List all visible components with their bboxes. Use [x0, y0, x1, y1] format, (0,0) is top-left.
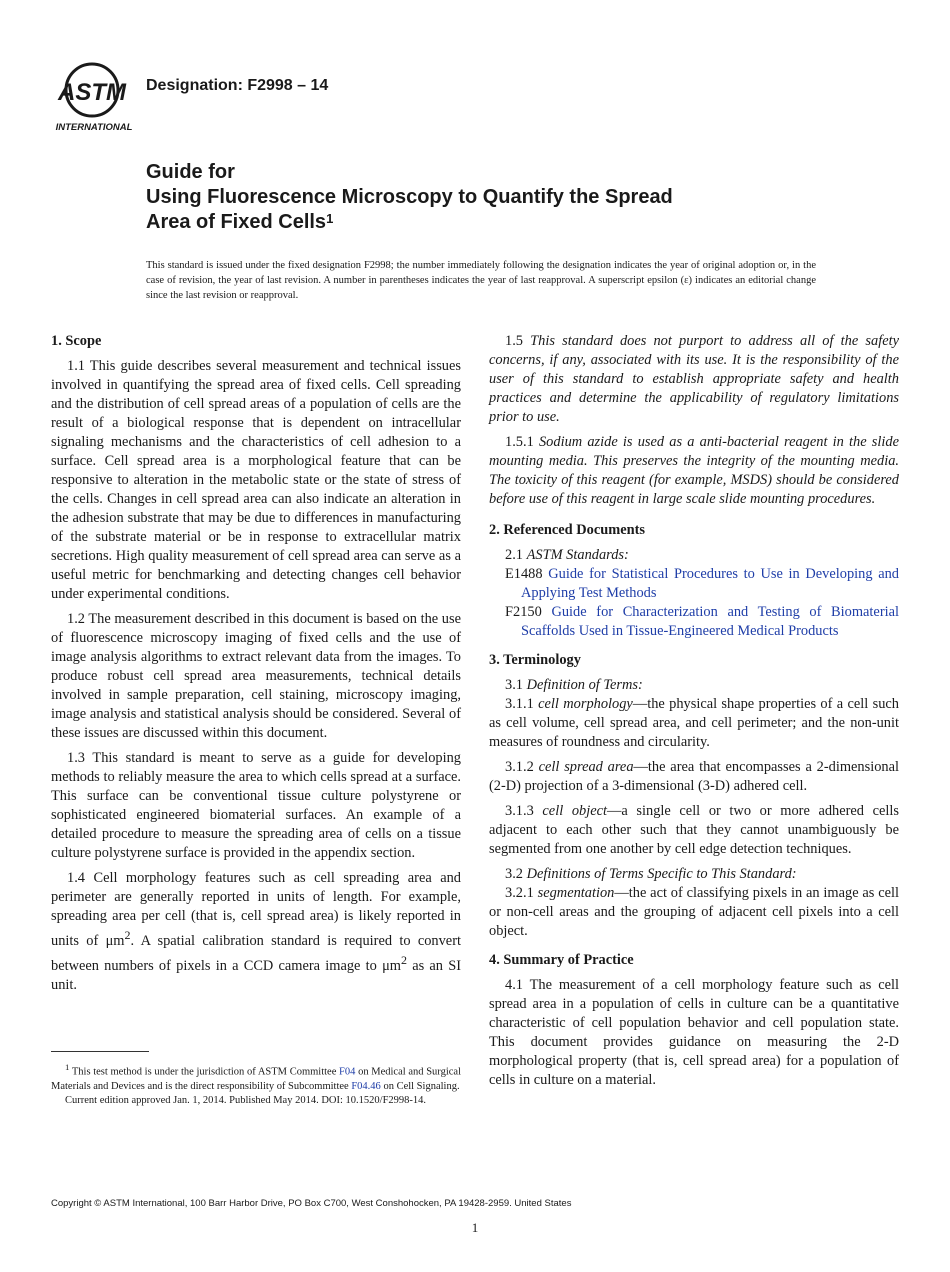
footnote-divider — [51, 1051, 149, 1052]
document-title — [146, 160, 866, 235]
designation: Designation: F2998 – 14 — [146, 77, 329, 94]
paragraph-3-1-3: 3.1.3 cell object—a single cell or two or more adhered cells adjacent to each other such that they cannot unambiguously be segmented from one another by cell edge detection techniques. — [489, 803, 900, 857]
paragraph-4-1: 4.1 The measurement of a cell morphology feature such as cell spread area in a population of cells in culture can be a quantitative characteristic of cell population behavior and cell population state. This document provides guidance on measuring the 2-D morphological property (that is, cell spread area) for a population of cells in culture on a material. — [489, 977, 899, 1088]
footnotes — [51, 1060, 461, 1108]
subcommittee-link-f0446[interactable]: F04.46 — [351, 1080, 381, 1092]
reference-link-e1488[interactable]: Guide for Statistical Procedures to Use in Developing and Applying Test Methods — [521, 566, 899, 601]
paragraph-1-2: 1.2 The measurement described in this document is based on the use of fluorescence microscopy imaging of fixed cells and the use of image analysis algorithms to extract relevant data from the images. To produce robust cell spread area measurements, technical details involved in sample preparation, cell staining, microscopy imaging, image analysis and statistical analysis should be considered. Several of these issues are discussed within this document. — [51, 611, 461, 741]
section-heading-summary-of-practice: 4. Summary of Practice — [489, 952, 634, 968]
footnote-edition: Current edition approved Jan. 1, 2014. Published May 2014. DOI: 10.1520/F2998-14. — [65, 1094, 427, 1106]
reference-f2150[interactable]: F2150 Guide for Characterization and Testing of Biomaterial Scaffolds Used in Tissue-Engineered Medical Products — [505, 604, 899, 639]
svg-text:INTERNATIONAL: INTERNATIONAL — [55, 122, 133, 133]
paragraph-3-1-2: 3.1.2 cell spread area—the area that encompasses a 2-dimensional (2-D) projection of a 3-dimensional (3-D) adhered cell. — [489, 759, 899, 794]
paragraph-2-1: 2.1 ASTM Standards: — [505, 547, 629, 563]
copyright-notice: Copyright © ASTM International, 100 Barr Harbor Drive, PO Box C700, West Conshohocken, PA 19428-2959. United States — [51, 1198, 572, 1209]
paragraph-1-5-1: 1.5.1 Sodium azide is used as a anti-bacterial reagent in the slide mounting media. This preserves the integrity of the mounting media. The toxicity of this reagent (for example, MSDS) should be considered before use of this reagent in large scale slide mounting procedures. — [489, 434, 899, 507]
committee-link-f04[interactable]: F04 — [339, 1066, 356, 1078]
paragraph-1-4: 1.4 Cell morphology features such as cell spreading area and perimeter are generally reported in units of length. For example, spreading area per cell (that is, cell spread area) is likely reported in units of $\mu m^2$. A spatial calibration standard is required to convert between numbers of pixels in a CCD camera image to $\mu m^2$ as an SI unit. — [51, 870, 461, 993]
section-heading-terminology: 3. Terminology — [489, 652, 581, 668]
paragraph-1-5: 1.5 This standard does not purport to address all of the safety concerns, if any, associated with its use. It is the responsibility of the user of this standard to establish appropriate safety and health practices and determine the applicability of regulatory limitations prior to use. — [489, 333, 899, 425]
paragraph-1-3: 1.3 This standard is meant to serve as a guide for developing methods to reliably measure the area to which cells spread at a surface. This surface can be conventional tissue culture polystyrene or sophisticated engineered biomaterial surfaces. An example of a detailed procedure to measure the spreading area of cells on a tissue culture polystyrene surface is provided in the appendix section. — [51, 750, 461, 861]
title-line-3: Area of Fixed Cells$^1$ — [146, 211, 334, 233]
right-column — [489, 332, 899, 1096]
reference-e1488[interactable]: E1488 Guide for Statistical Procedures to Use in Developing and Applying Test Methods — [505, 566, 899, 601]
title-line-2: Using Fluorescence Microscopy to Quantify the Spread — [146, 186, 673, 208]
reference-link-f2150[interactable]: Guide for Characterization and Testing of Biomaterial Scaffolds Used in Tissue-Engineered Medical Products — [521, 604, 899, 639]
title-footnote-mark[interactable]: 1 — [326, 211, 334, 226]
footnote-1: $^1$ This test method is under the jurisdiction of ASTM Committee F04 on Medical and Surgical Materials and Devices and is the direct responsibility of Subcommittee F04.46 on Cell Signaling. — [51, 1062, 461, 1092]
left-column — [51, 332, 461, 1001]
paragraph-3-1: 3.1 Definition of Terms: — [505, 677, 643, 693]
svg-text:ASTM: ASTM — [58, 79, 126, 106]
paragraph-3-1-1: 3.1.1 cell morphology—the physical shape properties of a cell such as cell volume, cell spread area, and cell perimeter; and the non-unit measures of roundness and circularity. — [489, 696, 899, 750]
astm-logo — [52, 58, 136, 134]
paragraph-3-2-1: 3.2.1 segmentation—the act of classifying pixels in an image as cell or non-cell areas and the grouping of adjacent cell pixels into a cell object. — [489, 885, 899, 939]
paragraph-1-1: 1.1 This guide describes several measurement and technical issues involved in quantifying the spread area of fixed cells. Cell spreading and the distribution of cell spread areas of a population of cells are the result of a biological response that is dependent on intracellular signaling mechanisms and the characteristics of cell adhesion to a surface. Cell spread area is a morphological feature that can be responsive to alteration in the metabolic state or the state of stress of the cells. Changes in cell spread area can also indicate an alteration in the adhesion substrate that may be due to differences in manufacturing of the substrate material or be in response to extracellular matrix secretions. High quality measurement of cell spread area can serve as a useful metric for benchmarking and detecting changes cell behavior under experimental conditions. — [51, 358, 461, 602]
section-heading-scope: 1. Scope — [51, 333, 102, 349]
page-number: 1 — [471, 1220, 479, 1235]
paragraph-3-2: 3.2 Definitions of Terms Specific to This Standard: — [505, 866, 797, 882]
title-line-1: Guide for — [146, 161, 235, 183]
issue-note: This standard is issued under the fixed designation F2998; the number immediately following the designation indicates the year of original adoption or, in the case of revision, the year of last revision. A number in parentheses indicates the year of last reapproval. A superscript epsilon (ε) indicates an editorial change since the last revision or reapproval. — [146, 260, 816, 301]
section-heading-referenced-documents: 2. Referenced Documents — [489, 522, 645, 538]
